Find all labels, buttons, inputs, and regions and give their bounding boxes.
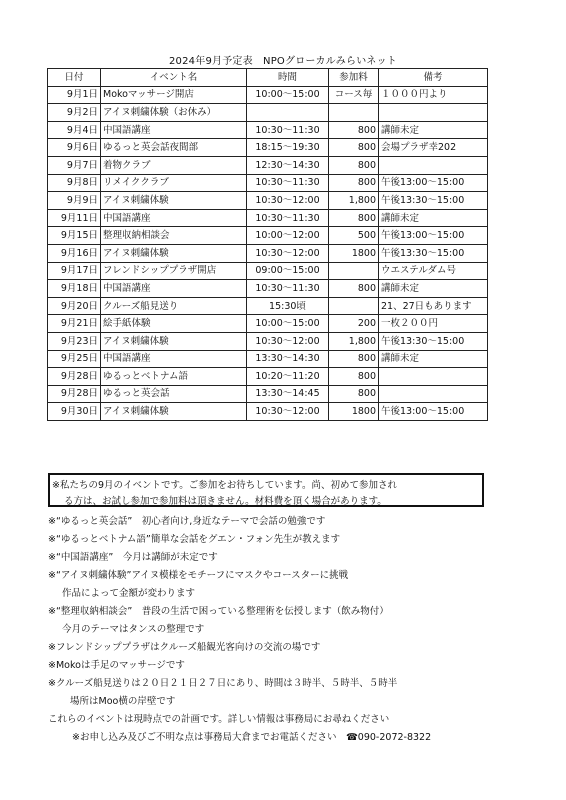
table-row [48,156,488,174]
cell-fee: 800 [329,209,379,227]
cell-event-name: リメイククラブ [101,174,247,192]
cell-fee [329,297,379,315]
cell-note: 講師未定 [379,121,488,139]
table-row [48,104,488,122]
cell-event-name: Mokoマッサージ開店 [101,86,247,104]
note-storage: ※“整理収納相談会” 普段の生活で困っている整理術を伝授します（飲み物付） [48,606,389,617]
cell-date: 9月8日 [48,174,101,192]
cell-time: 10:30～11:30 [247,121,329,139]
note-cruise: ※クルーズ船見送りは２０日２１日２７日にあり、時間は３時半、５時半、５時半 [48,678,398,689]
cell-time: 13:30～14:30 [247,350,329,368]
cell-date: 9月17日 [48,262,101,280]
note-storage-theme: 今月のテーマはタンスの整理です [62,624,205,635]
cell-note: 午後13:00～15:00 [379,403,488,421]
cell-fee: 800 [329,350,379,368]
note-vietnamese: ※“ゆるっとベトナム語”簡単な会話をグエン・フォン先生が教えます [48,534,341,545]
note-friendship: ※フレンドシッププラザはクルーズ船観光客向けの交流の場です [48,642,321,653]
cell-date: 9月4日 [48,121,101,139]
cell-note: 講師未定 [379,280,488,298]
cell-time: 10:30～11:30 [247,209,329,227]
cell-time: 10:20～11:20 [247,368,329,386]
cell-time: 10:30～12:00 [247,403,329,421]
notice-line-2: る方は、お試し参加で参加料は頂きません。材料費を頂く場合があります。 [64,496,387,507]
cell-time: 18:15～19:30 [247,139,329,157]
cell-event-name: アイヌ刺繍体験 [101,403,247,421]
cell-time: 10:30～11:30 [247,280,329,298]
cell-note: 21、27日もあります [379,297,488,315]
note-moko: ※Mokoは手足のマッサージです [48,660,185,671]
table-row [48,262,488,280]
cell-date: 9月30日 [48,403,101,421]
cell-date: 9月25日 [48,350,101,368]
cell-note: 午後13:30～15:00 [379,244,488,262]
cell-time: 15:30頃 [247,297,329,315]
cell-note: 会場プラザ幸202 [379,139,488,157]
cell-event-name: フレンドシッププラザ開店 [101,262,247,280]
cell-fee [329,262,379,280]
cell-note [379,104,488,122]
table-row [48,403,488,421]
note-contact: ※お申し込み及びご不明な点は事務局大倉までお電話ください ☎090-2072-8322 [72,732,432,743]
note-ainu-price: 作品によって金額が変わります [62,588,196,599]
cell-event-name: 絵手紙体験 [101,315,247,333]
cell-fee: コース毎 [329,86,379,104]
table-row [48,227,488,245]
header-note: 備考 [379,69,488,87]
header-fee: 参加料 [329,69,379,87]
cell-fee: 1,800 [329,192,379,210]
note-chinese: ※“中国語講座” 今月は講師が未定です [48,552,218,563]
header-date: 日付 [48,69,101,87]
cell-event-name: 中国語講座 [101,280,247,298]
cell-time: 10:30～12:00 [247,332,329,350]
cell-time: 09:00～15:00 [247,262,329,280]
cell-note: 講師未定 [379,209,488,227]
cell-note: 講師未定 [379,350,488,368]
cell-date: 9月1日 [48,86,101,104]
cell-date: 9月21日 [48,315,101,333]
cell-time: 10:00～15:00 [247,315,329,333]
note-ainu: ※“アイヌ刺繍体験”アイヌ模様をモチーフにマスクやコースターに挑戦 [48,570,349,581]
cell-fee: 1800 [329,244,379,262]
cell-note: 午後13:30～15:00 [379,332,488,350]
notice-line-1: ※私たちの9月のイベントです。ご参加をお待ちしています。尚、初めて参加され [52,480,397,491]
cell-fee [329,104,379,122]
cell-note: 午後13:30～15:00 [379,192,488,210]
cell-date: 9月6日 [48,139,101,157]
note-cruise-place: 場所はMoo横の岸壁です [70,696,176,707]
cell-fee: 500 [329,227,379,245]
document-title: 2024年9月予定表 NPOグローカルみらいネット [169,56,397,67]
table-row [48,368,488,386]
table-row [48,350,488,368]
cell-date: 9月28日 [48,385,101,403]
cell-fee: 800 [329,156,379,174]
cell-time: 13:30～14:45 [247,385,329,403]
cell-date: 9月23日 [48,332,101,350]
cell-time: 12:30～14:30 [247,156,329,174]
cell-event-name: ゆるっと英会話夜間部 [101,139,247,157]
cell-fee: 800 [329,174,379,192]
cell-note [379,368,488,386]
cell-note: ウエステルダム号 [379,262,488,280]
cell-date: 9月11日 [48,209,101,227]
cell-date: 9月28日 [48,368,101,386]
cell-date: 9月18日 [48,280,101,298]
table-row [48,86,488,104]
cell-event-name: アイヌ刺繍体験（お休み） [101,104,247,122]
cell-note: 午後13:00～15:00 [379,174,488,192]
cell-event-name: アイヌ刺繍体験 [101,192,247,210]
cell-note: 一枚２００円 [379,315,488,333]
table-body [48,86,488,420]
cell-date: 9月9日 [48,192,101,210]
cell-note: １０００円より [379,86,488,104]
cell-time: 10:00～15:00 [247,86,329,104]
cell-event-name: アイヌ刺繍体験 [101,332,247,350]
header-event-name: イベント名 [101,69,247,87]
cell-time: 10:00～12:00 [247,227,329,245]
cell-time [247,104,329,122]
cell-event-name: 中国語講座 [101,209,247,227]
schedule-table [47,68,488,421]
cell-event-name: 中国語講座 [101,121,247,139]
cell-note [379,385,488,403]
cell-event-name: ゆるっと英会話 [101,385,247,403]
cell-event-name: 中国語講座 [101,350,247,368]
intro-notice-box [48,473,484,507]
table-row [48,174,488,192]
cell-date: 9月15日 [48,227,101,245]
cell-time: 10:30～12:00 [247,192,329,210]
cell-fee: 1800 [329,403,379,421]
cell-date: 9月20日 [48,297,101,315]
table-row [48,332,488,350]
note-english: ※“ゆるっと英会話” 初心者向け,身近なテーマで会話の勉強です [48,516,326,527]
cell-event-name: ゆるっとベトナム語 [101,368,247,386]
cell-note [379,156,488,174]
cell-fee: 800 [329,385,379,403]
cell-date: 9月7日 [48,156,101,174]
cell-fee: 800 [329,139,379,157]
cell-event-name: 整理収納相談会 [101,227,247,245]
cell-fee: 1,800 [329,332,379,350]
cell-event-name: クルーズ船見送り [101,297,247,315]
cell-event-name: アイヌ刺繍体験 [101,244,247,262]
table-header-row [48,69,488,87]
table-row [48,297,488,315]
table-row [48,385,488,403]
table-row [48,139,488,157]
cell-time: 10:30～12:00 [247,244,329,262]
cell-fee: 800 [329,280,379,298]
cell-fee: 200 [329,315,379,333]
header-time: 時間 [247,69,329,87]
cell-date: 9月16日 [48,244,101,262]
table-row [48,192,488,210]
note-plan: これらのイベントは現時点での計画です。詳しい情報は事務局にお尋ねください [48,714,390,725]
cell-event-name: 着物クラブ [101,156,247,174]
cell-fee: 800 [329,368,379,386]
table-row [48,209,488,227]
cell-note: 午後13:00～15:00 [379,227,488,245]
table-row [48,280,488,298]
table-row [48,315,488,333]
cell-date: 9月2日 [48,104,101,122]
table-row [48,121,488,139]
cell-time: 10:30～11:30 [247,174,329,192]
table-row [48,244,488,262]
cell-fee: 800 [329,121,379,139]
